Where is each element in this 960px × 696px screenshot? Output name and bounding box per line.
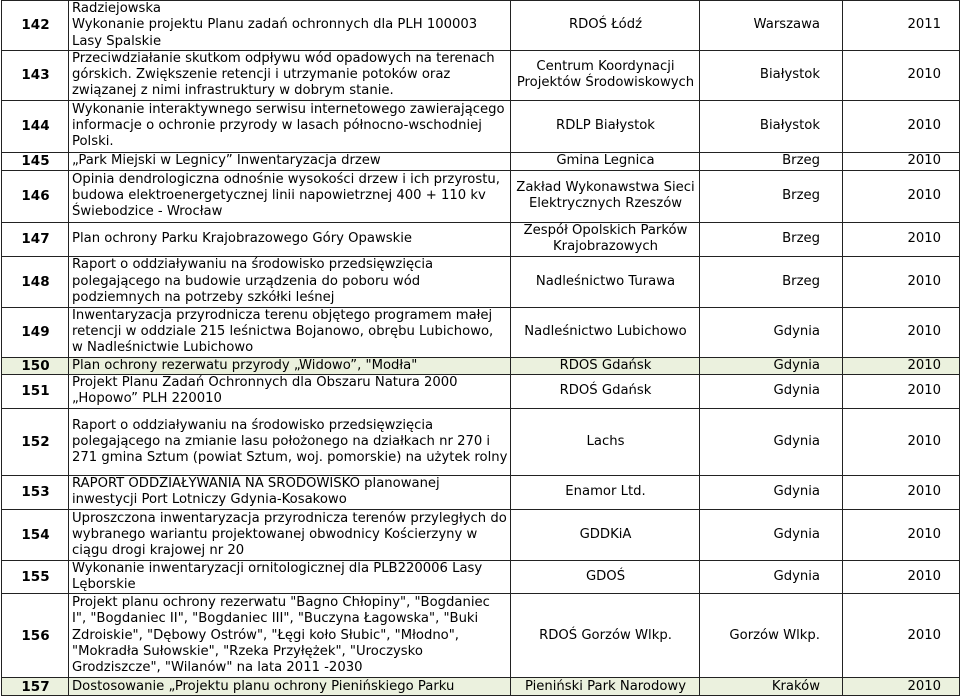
- table-row: [2, 100, 960, 152]
- projects-table: [1, 0, 960, 696]
- table-row: [2, 475, 960, 509]
- row-number: 149: [2, 307, 69, 357]
- city: Gdynia: [700, 509, 843, 560]
- city: Warszawa: [700, 1, 843, 51]
- institution: Pieniński Park Narodowy: [511, 678, 700, 696]
- table-row: [2, 1, 960, 51]
- row-number: 143: [2, 51, 69, 101]
- row-number: 144: [2, 100, 69, 152]
- institution: RDOŚ Gorzów Wlkp.: [511, 594, 700, 678]
- row-number: 157: [2, 678, 69, 696]
- city: Brzeg: [700, 222, 843, 256]
- institution: RDOŚ Łódź: [511, 1, 700, 51]
- project-title: Dostosowanie „Projektu planu ochrony Pienińskiego Parku: [69, 678, 511, 696]
- city: Gdynia: [700, 374, 843, 408]
- project-title: Projekt Planu Zadań Ochronnych dla Obszaru Natura 2000 „Hopowo” PLH 220010: [69, 374, 511, 408]
- year: 2010: [843, 256, 960, 307]
- project-title: „Park Miejski w Legnicy” Inwentaryzacja drzew: [69, 152, 511, 170]
- project-title: Przeciwdziałanie skutkom odpływu wód opadowych na terenach górskich. Zwiększenie retencji i utrzymanie potoków oraz związanej z nimi infrastruktury w dobrym stanie.: [69, 51, 511, 101]
- year: 2010: [843, 475, 960, 509]
- project-title: Inwentaryzacja przyrodnicza terenu objętego programem małej retencji w oddziale 215 leśnictwa Bojanowo, obrębu Lubichowo, w Nadleśnictwie Lubichowo: [69, 307, 511, 357]
- institution: RDOŚ Gdańsk: [511, 357, 700, 374]
- project-title: Raport o oddziaływaniu na środowisko przedsięwzięcia polegającego na zmianie lasu położonego na działkach nr 270 i 271 gmina Sztum (powiat Sztum, woj. pomorskie) na użytek rolny: [69, 408, 511, 475]
- project-title: Projekt planu ochrony rezerwatu "Bagno Chłopiny", "Bogdaniec I", "Bogdaniec II", "Bogdaniec III", "Buczyna Łagowska", "Buki Zdroiskie", "Dębowy Ostrów", "Łęgi koło Słubic", "Młodno", "Mokradła Sułowskie", "Rzeka Przyłężek", "Uroczysko Grodziszcze", "Wilanów" na lata 2011 -2030: [69, 594, 511, 678]
- year: 2010: [843, 307, 960, 357]
- institution: Lachs: [511, 408, 700, 475]
- year: 2011: [843, 1, 960, 51]
- city: Brzeg: [700, 256, 843, 307]
- table-row: [2, 222, 960, 256]
- year: 2010: [843, 51, 960, 101]
- row-number: 152: [2, 408, 69, 475]
- city: Kraków: [700, 678, 843, 696]
- table-row: [2, 170, 960, 222]
- year: 2010: [843, 408, 960, 475]
- city: Gdynia: [700, 408, 843, 475]
- institution: RDOŚ Gdańsk: [511, 374, 700, 408]
- project-title: Radziejowska Wykonanie projektu Planu zadań ochronnych dla PLH 100003 Lasy Spalskie: [69, 1, 511, 51]
- institution: Nadleśnictwo Turawa: [511, 256, 700, 307]
- year: 2010: [843, 509, 960, 560]
- year: 2010: [843, 374, 960, 408]
- city: Białystok: [700, 51, 843, 101]
- city: Białystok: [700, 100, 843, 152]
- project-title: Plan ochrony Parku Krajobrazowego Góry Opawskie: [69, 222, 511, 256]
- institution: Enamor Ltd.: [511, 475, 700, 509]
- institution: GDOŚ: [511, 560, 700, 593]
- year: 2010: [843, 100, 960, 152]
- row-number: 153: [2, 475, 69, 509]
- city: Gdynia: [700, 475, 843, 509]
- city: Brzeg: [700, 170, 843, 222]
- project-title: Uproszczona inwentaryzacja przyrodnicza terenów przyległych do wybranego wariantu projektowanej obwodnicy Kościerzyny w ciągu drogi krajowej nr 20: [69, 509, 511, 560]
- table-row: [2, 152, 960, 170]
- institution: Zespół Opolskich Parków Krajobrazowych: [511, 222, 700, 256]
- table-row: [2, 408, 960, 475]
- project-title: Wykonanie inwentaryzacji ornitologicznej dla PLB220006 Lasy Lęborskie: [69, 560, 511, 593]
- table-row: [2, 509, 960, 560]
- institution: Centrum Koordynacji Projektów Środowiskowych: [511, 51, 700, 101]
- table-row: [2, 307, 960, 357]
- table-row: [2, 594, 960, 678]
- year: 2010: [843, 222, 960, 256]
- project-title: Opinia dendrologiczna odnośnie wysokości drzew i ich przyrostu, budowa elektroenergetycznej linii napowietrznej 400 + 110 kv Świebodzice - Wrocław: [69, 170, 511, 222]
- year: 2010: [843, 170, 960, 222]
- year: 2010: [843, 152, 960, 170]
- project-title: RAPORT ODDZIAŁYWANIA NA ŚRODOWISKO planowanej inwestycji Port Lotniczy Gdynia-Kosakowo: [69, 475, 511, 509]
- row-number: 148: [2, 256, 69, 307]
- city: Gdynia: [700, 307, 843, 357]
- row-number: 146: [2, 170, 69, 222]
- table-row: [2, 560, 960, 593]
- institution: GDDKiA: [511, 509, 700, 560]
- row-number: 147: [2, 222, 69, 256]
- city: Gdynia: [700, 560, 843, 593]
- row-number: 154: [2, 509, 69, 560]
- row-number: 151: [2, 374, 69, 408]
- city: Gorzów Wlkp.: [700, 594, 843, 678]
- table-row: [2, 374, 960, 408]
- year: 2010: [843, 357, 960, 374]
- year: 2010: [843, 594, 960, 678]
- city: Brzeg: [700, 152, 843, 170]
- row-number: 155: [2, 560, 69, 593]
- table-row: [2, 256, 960, 307]
- table-row: [2, 357, 960, 374]
- project-title: Wykonanie interaktywnego serwisu internetowego zawierającego informacje o ochronie przyrody w lasach północno-wschodniej Polski.: [69, 100, 511, 152]
- project-title: Plan ochrony rezerwatu przyrody „Widowo”, "Modła": [69, 357, 511, 374]
- row-number: 156: [2, 594, 69, 678]
- project-title: Raport o oddziaływaniu na środowisko przedsięwzięcia polegającego na budowie urządzenia do poboru wód podziemnych na potrzeby szkółki leśnej: [69, 256, 511, 307]
- year: 2010: [843, 678, 960, 696]
- table-body: [2, 1, 960, 696]
- row-number: 142: [2, 1, 69, 51]
- institution: RDLP Białystok: [511, 100, 700, 152]
- city: Gdynia: [700, 357, 843, 374]
- row-number: 145: [2, 152, 69, 170]
- year: 2010: [843, 560, 960, 593]
- table-row: [2, 51, 960, 101]
- institution: Gmina Legnica: [511, 152, 700, 170]
- institution: Zakład Wykonawstwa Sieci Elektrycznych Rzeszów: [511, 170, 700, 222]
- row-number: 150: [2, 357, 69, 374]
- institution: Nadleśnictwo Lubichowo: [511, 307, 700, 357]
